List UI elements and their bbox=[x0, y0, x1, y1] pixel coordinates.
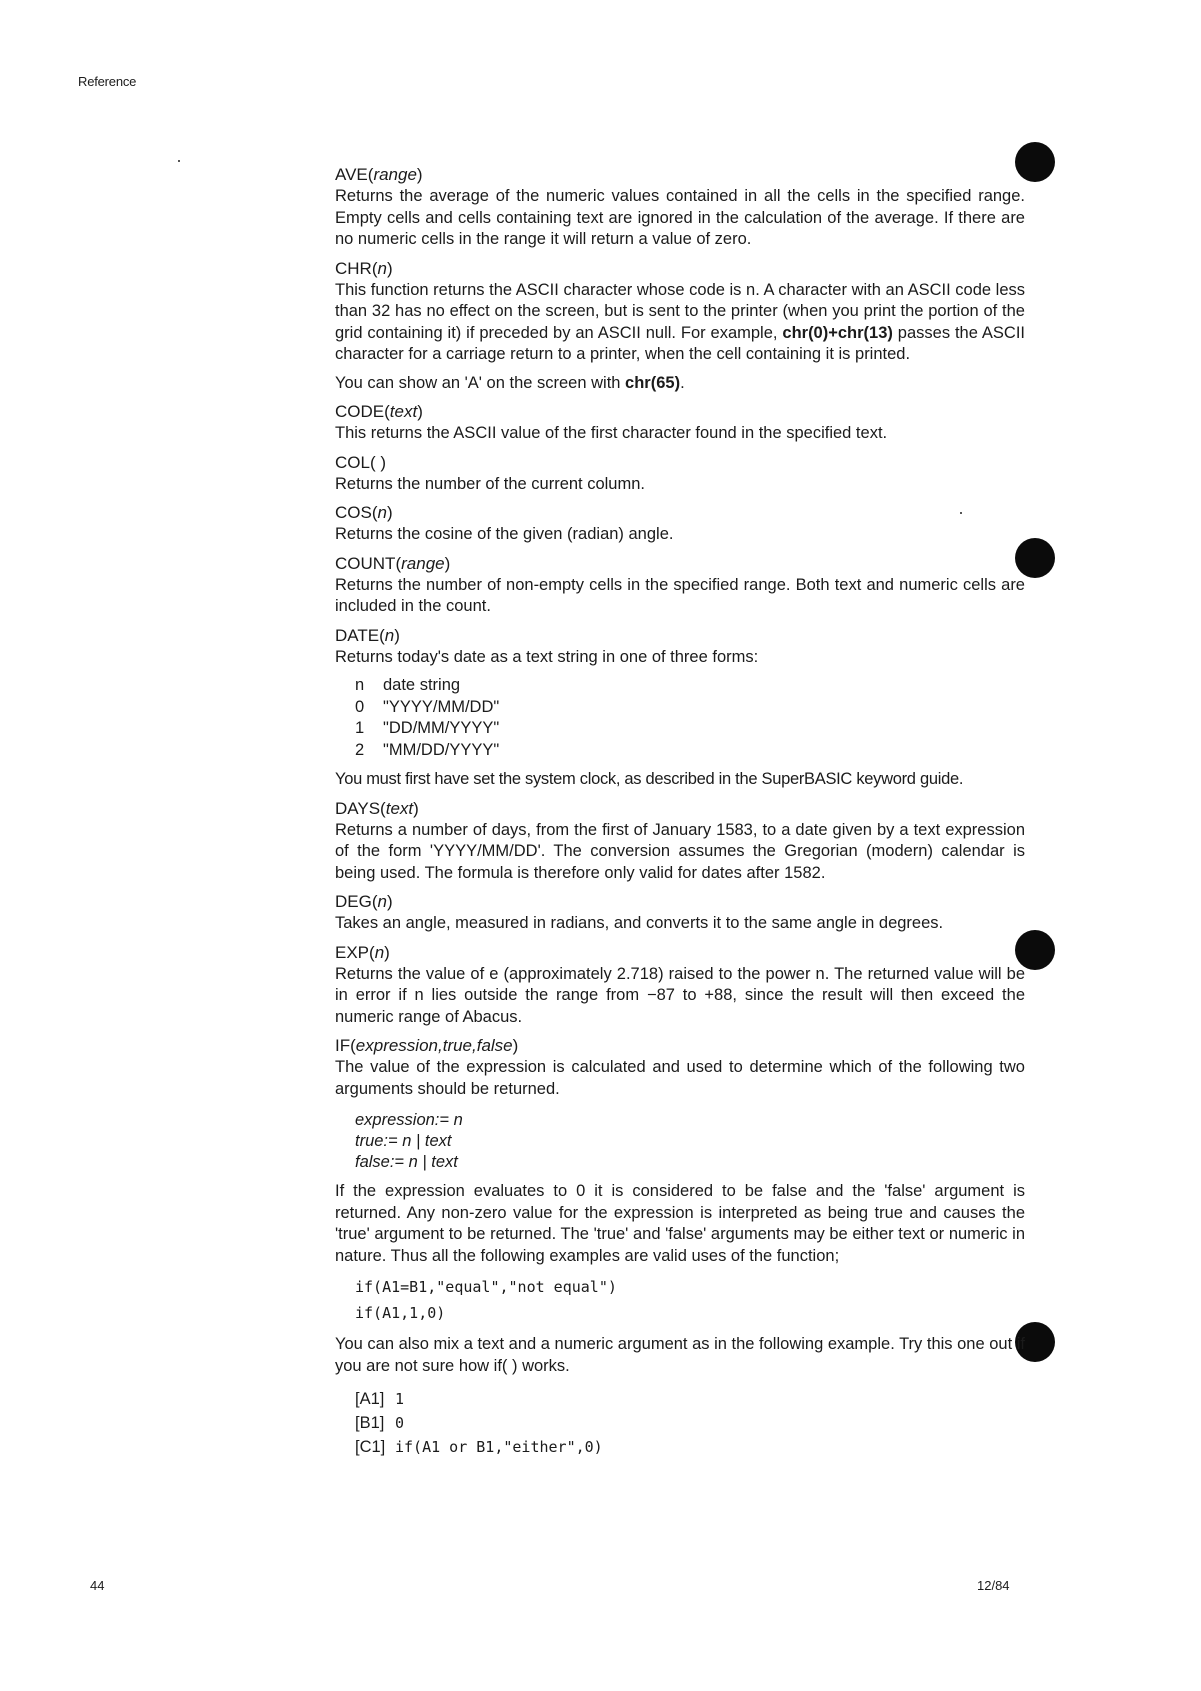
table-cell: "YYYY/MM/DD" bbox=[383, 697, 500, 716]
function-reference bbox=[335, 160, 1025, 1465]
function-name: AVE bbox=[335, 165, 368, 184]
note-text: You can show an 'A' on the screen with bbox=[335, 373, 626, 392]
function-close: ) bbox=[416, 165, 423, 184]
entry-title: AVE(range) bbox=[335, 165, 423, 184]
cell-example bbox=[355, 1387, 1025, 1459]
table-cell: 1 bbox=[355, 719, 365, 737]
table-row bbox=[355, 697, 1025, 719]
table-cell: 0 bbox=[355, 697, 365, 716]
description-text: passes the ASCII character for a carriage return to a printer, when the cell containing it is printed. bbox=[335, 323, 1025, 363]
function-name: DAYS bbox=[335, 798, 381, 818]
entry-description: Returns the value of e (approximately 2.718) raised to the power n. The returned value will be in error if n lies outside the range from −87 to +88, since the result will then exceed the numeric range of Abacus. bbox=[335, 964, 1025, 1026]
table-cell: 2 bbox=[355, 740, 365, 759]
entry-description: If the expression evaluates to 0 it is considered to be false and the 'false' argument is returned. Any non-zero value for the expression is interpreted as being true and causes the 'true' argument to be returned. The 'true' and 'false' arguments may be either text or numeric in nature. Thus all the following examples are valid uses of the function; bbox=[335, 1182, 1025, 1265]
note-text: . bbox=[680, 373, 685, 392]
cell-value: 0 bbox=[395, 1414, 405, 1432]
entry-deg bbox=[335, 891, 1025, 935]
keyword-example: chr(65) bbox=[625, 373, 681, 392]
cell-value: 1 bbox=[395, 1390, 405, 1408]
table-cell: "DD/MM/YYYY" bbox=[383, 719, 500, 737]
cell-value: if(A1 or B1,"either",0) bbox=[395, 1438, 603, 1456]
cell-reference: [B1] bbox=[355, 1414, 385, 1432]
function-name: CHR bbox=[335, 258, 372, 278]
syntax-line: true:= n | text bbox=[355, 1132, 452, 1150]
entry-description bbox=[335, 280, 1025, 366]
keyword-example: chr(0)+chr(13) bbox=[782, 323, 893, 342]
function-arg: n bbox=[374, 942, 385, 962]
function-close: ) bbox=[386, 892, 393, 911]
entry-title: DAYS(text) bbox=[335, 798, 419, 818]
entry-description: This returns the ASCII value of the first character found in the specified text. bbox=[335, 424, 888, 442]
cell-row bbox=[355, 1435, 1025, 1459]
entry-description: Returns the number of the current column. bbox=[335, 474, 645, 493]
function-arg: range bbox=[373, 165, 417, 184]
function-arg: n bbox=[377, 503, 387, 522]
entry-ave bbox=[335, 164, 1025, 251]
function-name: COS bbox=[335, 503, 372, 522]
cell-reference: [C1] bbox=[355, 1438, 386, 1456]
table-cell: "MM/DD/YYYY" bbox=[383, 740, 500, 759]
table-cell: date string bbox=[383, 676, 461, 694]
scan-speck bbox=[178, 160, 180, 162]
code-example: if(A1,1,0) bbox=[355, 1304, 446, 1322]
function-name: DATE bbox=[335, 625, 380, 645]
function-name: COUNT bbox=[335, 553, 396, 573]
cell-reference: [A1] bbox=[355, 1390, 385, 1408]
entry-title: DEG(n) bbox=[335, 892, 393, 911]
entry-count bbox=[335, 553, 1025, 618]
cell-row bbox=[355, 1411, 1025, 1435]
entry-description: Takes an angle, measured in radians, and converts it to the same angle in degrees. bbox=[335, 914, 944, 932]
table-cell: n bbox=[355, 676, 365, 694]
entry-col bbox=[335, 452, 1025, 496]
entry-title: COS(n) bbox=[335, 503, 393, 522]
function-close: ) bbox=[394, 625, 400, 645]
entry-days bbox=[335, 798, 1025, 885]
entry-title: IF(expression,true,false) bbox=[335, 1036, 519, 1055]
entry-description: The value of the expression is calculated and used to determine which of the following two arguments should be returned. bbox=[335, 1058, 1025, 1098]
function-close: ) bbox=[386, 258, 393, 278]
table-row bbox=[355, 740, 1025, 762]
function-name: CODE bbox=[335, 402, 385, 421]
function-close: ) bbox=[512, 1036, 519, 1055]
function-close: ) bbox=[413, 798, 419, 818]
function-name: DEG bbox=[335, 892, 372, 911]
running-header: Reference bbox=[78, 74, 137, 89]
code-example: if(A1=B1,"equal","not equal") bbox=[355, 1278, 617, 1296]
function-arg: text bbox=[389, 402, 418, 421]
entry-description: Returns the cosine of the given (radian) angle. bbox=[335, 525, 674, 543]
date-format-table bbox=[355, 675, 1025, 761]
function-arg: n bbox=[377, 892, 387, 911]
syntax-line: false:= n | text bbox=[355, 1153, 458, 1171]
entry-description: Returns a number of days, from the first of January 1583, to a date given by a text expression of the form 'YYYY/MM/DD'. The conversion assumes the Gregorian (modern) calendar is being used. The formula is therefore only valid for dates after 1582. bbox=[335, 820, 1025, 882]
function-arg: expression,true,false bbox=[355, 1036, 513, 1055]
entry-date bbox=[335, 625, 1025, 791]
function-arg: n bbox=[377, 258, 387, 278]
table-row bbox=[355, 718, 1025, 740]
entry-description: You can also mix a text and a numeric argument as in the following example. Try this one out if you are not sure how if( ) works. bbox=[335, 1335, 1026, 1375]
entry-title: COL( ) bbox=[335, 452, 386, 472]
entry-note bbox=[335, 373, 1025, 395]
entry-title: CODE(text) bbox=[335, 402, 423, 421]
entry-description: Returns the number of non-empty cells in the specified range. Both text and numeric cells are included in the count. bbox=[335, 575, 1025, 615]
entry-title: DATE(n) bbox=[335, 625, 400, 645]
function-name: IF bbox=[335, 1036, 351, 1055]
description-text: This function returns the ASCII character whose code is n. A character with an ASCII code less than 32 has no effect on the screen, but is sent to the printer (when you print the portion of the grid containing it) if preceded by an ASCII null. For example, bbox=[335, 280, 1025, 342]
entry-title: CHR(n) bbox=[335, 258, 393, 278]
entry-if bbox=[335, 1035, 1025, 1459]
cell-row bbox=[355, 1387, 1025, 1411]
function-arg: n bbox=[384, 625, 395, 645]
entry-title: EXP(n) bbox=[335, 942, 390, 962]
edition-date: 12/84 bbox=[977, 1578, 1010, 1593]
function-close: ) bbox=[444, 553, 451, 573]
function-arg: text bbox=[385, 798, 414, 818]
function-arg: range bbox=[401, 553, 445, 573]
table-row bbox=[355, 675, 1025, 697]
entry-title: COUNT(range) bbox=[335, 553, 451, 573]
function-name: EXP bbox=[335, 942, 370, 962]
function-close: ) bbox=[386, 503, 393, 522]
entry-exp bbox=[335, 942, 1025, 1029]
entry-code bbox=[335, 401, 1025, 445]
function-close: ) bbox=[417, 402, 423, 421]
entry-description: Returns the average of the numeric values contained in all the cells in the specified range. Empty cells and cells containing text are ignored in the calculation of the average. If there are no numeric cells in the range it will return a value of zero. bbox=[335, 187, 1025, 248]
entry-description: Returns today's date as a text string in one of three forms: bbox=[335, 647, 759, 666]
syntax-line: expression:= n bbox=[355, 1111, 463, 1129]
function-close: ) bbox=[384, 942, 390, 962]
entry-cos bbox=[335, 502, 1025, 546]
entry-chr bbox=[335, 258, 1025, 395]
entry-note: You must first have set the system clock, as described in the SuperBASIC keyword guide. bbox=[335, 770, 964, 788]
syntax-block bbox=[355, 1110, 1025, 1173]
page-number: 44 bbox=[90, 1578, 105, 1593]
